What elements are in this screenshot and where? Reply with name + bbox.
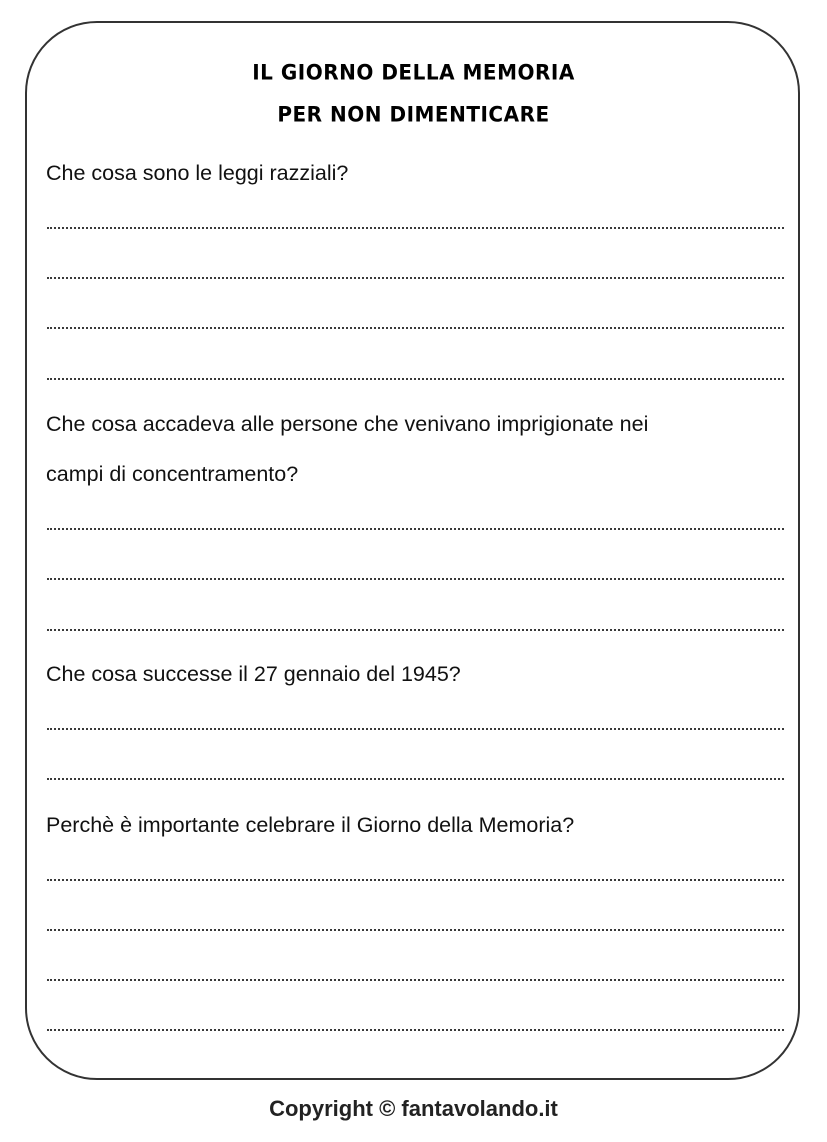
question-3: Che cosa successe il 27 gennaio del 1945? — [46, 662, 461, 686]
answer-line[interactable] — [47, 378, 784, 380]
worksheet-title: IL GIORNO DELLA MEMORIA — [252, 59, 575, 85]
answer-line[interactable] — [47, 277, 784, 279]
answer-line[interactable] — [47, 778, 784, 780]
answer-line[interactable] — [47, 528, 784, 530]
answer-line[interactable] — [47, 728, 784, 730]
answer-line[interactable] — [47, 578, 784, 580]
answer-line[interactable] — [47, 979, 784, 981]
answer-line[interactable] — [47, 227, 784, 229]
answer-line[interactable] — [47, 1029, 784, 1031]
question-1: Che cosa sono le leggi razziali? — [46, 161, 349, 185]
copyright-notice: Copyright © fantavolando.it — [269, 1096, 558, 1121]
question-4: Perchè è importante celebrare il Giorno della Memoria? — [46, 813, 575, 837]
answer-line[interactable] — [47, 879, 784, 881]
answer-line[interactable] — [47, 327, 784, 329]
answer-line[interactable] — [47, 629, 784, 631]
question-2-line-1: Che cosa accadeva alle persone che venivano imprigionate nei — [46, 412, 649, 436]
worksheet-subtitle: PER NON DIMENTICARE — [277, 101, 550, 127]
question-2-line-2: campi di concentramento? — [46, 462, 299, 486]
answer-line[interactable] — [47, 929, 784, 931]
